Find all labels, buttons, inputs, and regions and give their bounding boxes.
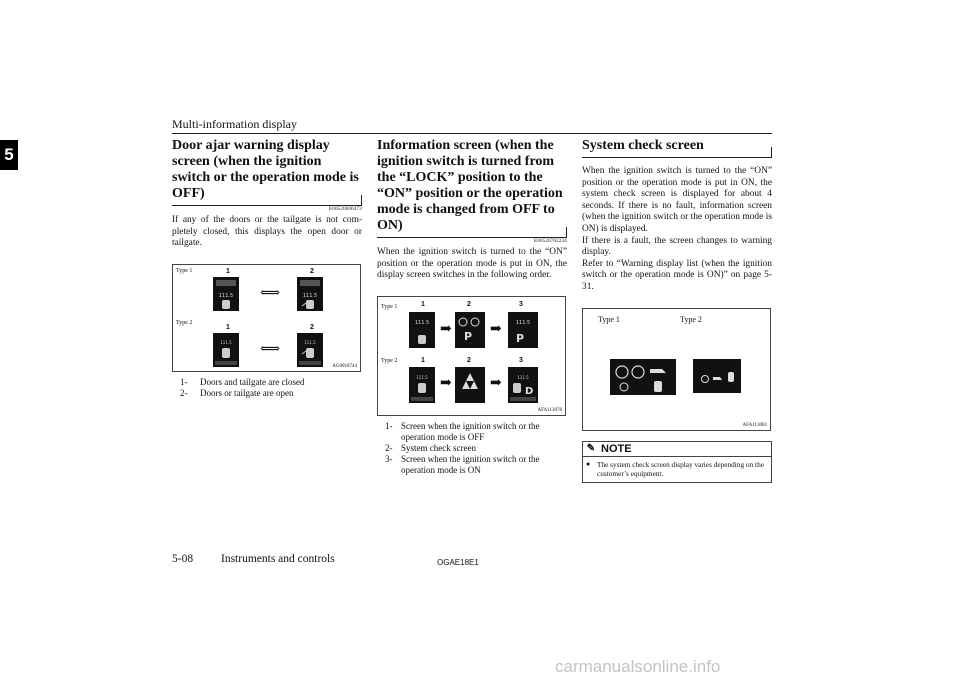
double-arrow-icon: ⟺ — [260, 341, 281, 357]
note-text: The system check screen display varies depending on the customer’s equipment. — [597, 459, 764, 478]
car-icon — [409, 312, 435, 348]
brand-logo-icon — [455, 367, 485, 403]
shift-position-icon — [508, 367, 538, 403]
display-screen-open — [297, 333, 323, 367]
system-check-screen-type1 — [610, 359, 676, 395]
figure-label-type1: Type 1 — [176, 267, 193, 274]
figure-number: 1 — [421, 356, 425, 364]
note-body — [583, 457, 771, 482]
svg-text:111.5: 111.5 — [304, 339, 316, 345]
door-ajar-heading: Door ajar warning display screen (when the ignition switch or the operation mode is OFF) — [172, 138, 359, 201]
header-rule — [172, 133, 772, 134]
note-box — [582, 441, 772, 483]
information-screen-figure — [377, 296, 566, 416]
figure-label-type2: Type 2 — [381, 357, 398, 364]
right-arrow-icon: ➡ — [440, 375, 452, 391]
system-check-figure — [582, 308, 771, 431]
system-check-screen-type2 — [693, 359, 741, 393]
figure-number: 2 — [310, 323, 314, 331]
section-door-ajar — [172, 138, 362, 399]
system-check-body: When the ignition switch is turned to the “ON” position or the operation mode is put in ON, the system check screen is displayed for about 4 seconds. If there is no fault, information screen (when the ignition switch or the operation mode is ON) is displayed. — [582, 166, 772, 234]
caption-item: 2- Doors or tailgate are open — [180, 387, 294, 398]
display-screen-closed — [213, 277, 239, 311]
shift-position-icon — [508, 312, 538, 348]
door-ajar-figure — [172, 264, 361, 372]
footer-code: OGAE18E1 — [437, 558, 479, 567]
display-screen-off — [409, 367, 435, 403]
caption-item: 1- Screen when the ignition switch or the operation mode is OFF — [385, 420, 540, 442]
display-screen-off — [409, 312, 435, 348]
information-screen-heading: Information screen (when the ignition switch is turned from the “LOCK” position to the “ON” position or the operation mode is changed from OFF to ON) — [377, 138, 563, 233]
figure-number: 1 — [226, 323, 230, 331]
figure-code: AFA113083 — [742, 422, 767, 428]
svg-text:111.5: 111.5 — [414, 319, 430, 326]
car-icon — [409, 367, 435, 403]
double-arrow-icon: ⟺ — [260, 285, 281, 301]
svg-text:111.5: 111.5 — [517, 374, 529, 380]
watermark: carmanualsonline.info — [555, 657, 721, 676]
footer-section-title: Instruments and controls — [221, 553, 335, 565]
figure-number: 3 — [519, 300, 523, 308]
caption-item: 3- Screen when the ignition switch or the operation mode is ON — [385, 453, 540, 475]
svg-text:111.5: 111.5 — [220, 339, 232, 345]
caption-item: 1- Doors and tailgate are closed — [180, 376, 305, 387]
svg-text:P: P — [464, 329, 473, 343]
car-door-open-icon — [297, 277, 323, 311]
figure-label-type2: Type 2 — [176, 319, 193, 326]
svg-text:111.5: 111.5 — [515, 319, 531, 326]
information-screen-body: When the ignition switch is turned to the “ON” position or the operation mode is put in ON, the display screen switches in the following order. — [377, 247, 567, 281]
figure-captions — [172, 377, 362, 399]
system-check-screen — [455, 367, 485, 403]
warning-lamps-icon — [610, 359, 676, 395]
car-icon — [213, 333, 239, 367]
figure-number: 3 — [519, 356, 523, 364]
door-ajar-body: If any of the doors or the tailgate is not completely closed, this displays the open door or tailgate. — [172, 215, 362, 249]
bullet-icon: ● — [586, 459, 591, 468]
caption-item: 2- System check screen — [385, 442, 476, 453]
car-door-open-icon — [297, 333, 323, 367]
page-number: 5-08 — [172, 553, 194, 565]
figure-number: 2 — [310, 267, 314, 275]
display-screen-on — [508, 312, 538, 348]
car-icon — [213, 277, 239, 311]
section-system-check — [582, 138, 772, 483]
figure-number: 2 — [467, 300, 471, 308]
warning-lamps-icon — [455, 312, 485, 348]
note-header — [583, 442, 771, 457]
figure-captions — [377, 421, 567, 476]
right-arrow-icon: ➡ — [490, 375, 502, 391]
section-code: E00520600473 — [329, 207, 362, 212]
section-information-screen — [377, 138, 567, 476]
warning-lamps-icon — [693, 359, 741, 393]
figure-code: AG0018744 — [332, 363, 357, 369]
note-label: NOTE — [601, 442, 632, 455]
figure-label-type1: Type 1 — [598, 314, 620, 324]
note-pen-icon: ✎ — [586, 443, 596, 455]
figure-label-type2: Type 2 — [680, 314, 702, 324]
svg-text:D: D — [525, 385, 534, 397]
svg-text:111.5: 111.5 — [218, 292, 234, 299]
svg-text:P: P — [516, 331, 525, 345]
display-screen-closed — [213, 333, 239, 367]
running-header: Multi-information display — [172, 117, 297, 131]
display-screen-on — [508, 367, 538, 403]
right-arrow-icon: ➡ — [440, 321, 452, 337]
section-code: E00520702234 — [534, 239, 567, 244]
figure-number: 1 — [421, 300, 425, 308]
figure-label-type1: Type 1 — [381, 303, 398, 310]
system-check-body: Refer to “Warning display list (when the ignition switch or the operation mode is ON)” on page 5-31. — [582, 258, 772, 292]
system-check-heading: System check screen — [582, 138, 704, 153]
figure-code: AFA113078 — [537, 407, 562, 413]
display-screen-open — [297, 277, 323, 311]
figure-number: 2 — [467, 356, 471, 364]
right-arrow-icon: ➡ — [490, 321, 502, 337]
svg-text:111.5: 111.5 — [416, 374, 428, 380]
chapter-tab: 5 — [0, 140, 18, 170]
system-check-screen — [455, 312, 485, 348]
system-check-body: If there is a fault, the screen changes to warning display. — [582, 235, 772, 258]
heading-rule — [377, 237, 567, 238]
heading-rule — [172, 205, 362, 206]
svg-text:111.5: 111.5 — [302, 292, 318, 299]
figure-number: 1 — [226, 267, 230, 275]
heading-rule — [582, 157, 772, 158]
